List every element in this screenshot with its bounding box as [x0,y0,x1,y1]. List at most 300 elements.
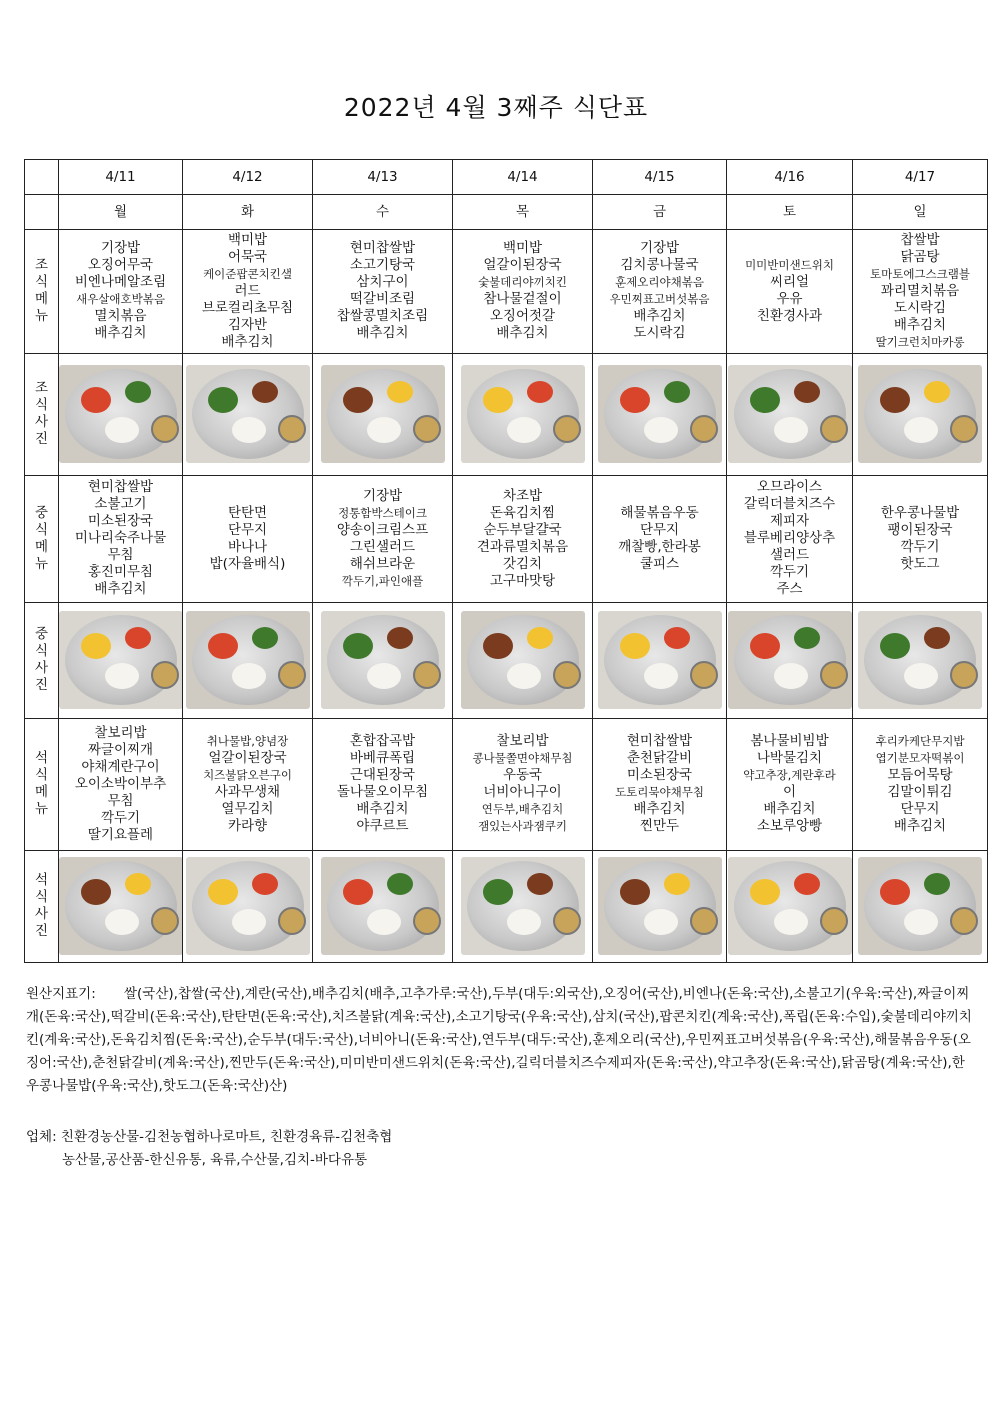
soup-bowl-shape [820,907,848,935]
soup-bowl-shape [690,415,718,443]
menu-item: 모듬어묵탕 [887,767,953,784]
menu-item: 해물볶음우동 [620,504,699,521]
menu-item: 배추김치 [356,325,409,342]
menu-item: 양송이크림스프 [336,521,429,538]
rice-shape [774,417,808,443]
plate-shape [327,615,439,705]
soup-bowl-shape [151,415,179,443]
row-label-char: 메 [34,291,49,308]
meal-photo [186,365,310,463]
menu-cell [183,476,313,602]
menu-item: 취나물밥,양념장 [206,734,289,749]
row-label-char: 식 [34,274,49,291]
side-dish-shape [387,627,413,649]
menu-item: 미소된장국 [626,767,693,784]
lunch-photo-row [25,602,988,718]
menu-item: 핫도그 [900,555,940,572]
side-dish-shape [483,387,513,413]
plate-shape [327,369,439,459]
meal-photo [186,611,310,709]
side-dish-shape [527,381,553,403]
meal-photo-cell [183,850,313,962]
vendor-line-1: 업체: 친환경농산물-김천농협하나로마트, 친환경육류-김천축협 [26,1129,393,1145]
soup-bowl-shape [690,661,718,689]
menu-item: 배추김치 [633,801,686,818]
menu-item: 오므라이스 [756,479,823,496]
menu-item: 김치콩나물국 [620,257,699,274]
meal-photo-cell [727,850,853,962]
menu-item: 케이준팝콘치킨샐 [203,266,292,281]
row-label-lunch-menu [25,476,59,602]
meal-photo [461,611,585,709]
menu-item: 열무김치 [221,801,274,818]
menu-item: 숯불데리야끼치킨 [478,275,567,290]
menu-item: 백미밥 [227,231,268,248]
menu-item: 오이소박이부추 [74,775,167,792]
soup-bowl-shape [820,661,848,689]
menu-item: 얼갈이된장국 [208,750,287,767]
side-dish-shape [387,873,413,895]
row-label-char: 식 [34,889,49,906]
menu-item: 배추김치 [356,801,409,818]
side-dish-shape [252,873,278,895]
meal-photo-cell [593,850,727,962]
plate-shape [65,615,177,705]
weekday-cell: 일 [853,195,988,230]
menu-item: 쿨피스 [639,555,680,572]
row-label-char: 식 [34,767,49,784]
rice-shape [507,909,541,935]
menu-item: 잼있는사과잼쿠키 [478,819,567,834]
meal-photo-cell [853,353,988,475]
menu-item: 야쿠르트 [356,818,409,835]
meal-photo-cell [593,353,727,475]
menu-item: 갈릭더블치즈수 [743,496,836,513]
vendor-info [26,1126,392,1172]
side-dish-shape [527,627,553,649]
soup-bowl-shape [151,907,179,935]
row-label-char: 조 [34,257,49,274]
row-label-char: 중 [34,626,49,643]
menu-item: 한우콩나물밥 [880,504,960,521]
menu-item: 오징어무국 [87,257,154,274]
corner-cell [25,160,59,195]
menu-item: 훈제오리야채볶음 [615,275,704,290]
meal-photo [461,857,585,955]
meal-photo-cell [853,850,988,962]
menu-item: 배추김치 [763,801,816,818]
row-label-char: 사 [34,660,49,677]
soup-bowl-shape [553,415,581,443]
meal-photo-cell [183,602,313,718]
soup-bowl-shape [820,415,848,443]
menu-item: 배추김치 [496,325,549,342]
date-cell: 4/11 [59,160,183,195]
breakfast-photo-row [25,353,988,475]
weekday-cell: 금 [593,195,727,230]
meal-photo [461,365,585,463]
row-label-char: 진 [34,431,49,448]
menu-item: 깍두기,파인애플 [341,573,424,588]
menu-item: 새우살애호박볶음 [76,292,165,307]
meal-photo-cell [727,602,853,718]
row-label-char: 석 [34,750,49,767]
menu-item: 주스 [776,581,803,598]
date-cell: 4/12 [183,160,313,195]
row-label-breakfast-menu [25,230,59,353]
row-label-char: 식 [34,643,49,660]
row-label-char: 뉴 [34,801,49,818]
menu-item: 비엔나메알조림 [74,274,167,291]
weekday-row [25,195,988,230]
menu-cell [727,230,853,353]
menu-item: 참나물겉절이 [483,291,562,308]
menu-item: 깍두기 [100,809,141,826]
menu-item: 소고기탕국 [349,257,416,274]
plate-shape [604,369,716,459]
rice-shape [774,663,808,689]
row-label-char: 중 [34,504,49,521]
menu-item: 순두부달걀국 [483,521,562,538]
menu-item: 미소된장국 [87,513,154,530]
weekday-cell: 화 [183,195,313,230]
side-dish-shape [343,387,373,413]
side-dish-shape [208,879,238,905]
soup-bowl-shape [278,907,306,935]
menu-item: 현미찹쌀밥 [87,479,154,496]
menu-item: 짜글이찌개 [87,741,154,758]
soup-bowl-shape [553,661,581,689]
row-label-char: 뉴 [34,308,49,325]
menu-item: 너비아니구이 [483,784,562,801]
weekday-cell: 월 [59,195,183,230]
menu-item: 밥(자율배식) [209,555,286,572]
menu-item: 기장밥 [100,240,141,257]
row-label-char: 사 [34,906,49,923]
rice-shape [507,417,541,443]
meal-photo-cell [453,353,593,475]
menu-item: 우민찌표고버섯볶음 [609,292,710,307]
side-dish-shape [750,879,780,905]
rice-shape [644,909,678,935]
menu-cell [313,719,453,850]
menu-item: 약고추장,계란후라 [743,768,836,783]
menu-item: 카라향 [227,818,268,835]
side-dish-shape [794,873,820,895]
side-dish-shape [252,381,278,403]
side-dish-shape [343,879,373,905]
menu-item: 혼합잡곡밥 [349,733,416,750]
origin-text: 쌀(국산),찹쌀(국산),계란(국산),배추김치(배추,고추가루:국산),두부(대두:외국산),오징어(국산),비엔나(돈육:국산),소불고기(우육:국산),짜글이찌개(돈육:국산),떡갈비(돈육:국산),탄탄면(돈육:국산),치즈불닭(계육:국산),소고기탕국(우육:국산),삼치(국산),팝콘치킨(계육:국산),폭립(돈육:수입),숯불데리야끼치킨(계육:국산),돈육김치찜(돈육:국산),순두부(대두:국산),너비아니(돈육:국산),연두부(대두:국산),훈제오리(국산),우민찌표고버섯볶음(우육:국산),해물볶음우동(오징어:국산),춘천닭갈비(계육:국산),찐만두(돈육:국산),미미반미샌드위치(돈육:국산),길릭더블치즈수제피자(돈육:국산),약고추장(돈육:국산),닭곰탕(계육:국산),한우콩나물밥(우육:국산),핫도그(돈육:국산)산) [26,986,972,1094]
meal-photo [321,365,445,463]
rice-shape [367,417,401,443]
meal-photo-cell [313,353,453,475]
menu-item: 김말이튀김 [887,784,953,801]
rice-shape [232,909,266,935]
menu-item: 배추김치 [893,316,947,333]
menu-item: 도시락김 [633,325,686,342]
menu-cell [853,476,988,602]
rice-shape [774,909,808,935]
menu-item: 바나나 [227,538,268,555]
menu-item: 소보루앙빵 [756,818,823,835]
date-cell: 4/16 [727,160,853,195]
rice-shape [232,417,266,443]
menu-item: 친환경사과 [756,308,823,325]
side-dish-shape [620,879,650,905]
menu-cell [453,230,593,353]
menu-item: 무침 [107,547,134,564]
menu-item: 깍두기 [769,564,810,581]
menu-item: 멸치볶음 [94,308,147,325]
meal-photo [321,611,445,709]
plate-shape [467,369,579,459]
menu-cell [593,230,727,353]
soup-bowl-shape [950,907,978,935]
rice-shape [644,417,678,443]
soup-bowl-shape [553,907,581,935]
menu-item: 떡갈비조림 [349,291,416,308]
row-label-char: 뉴 [34,555,49,572]
plate-shape [734,369,846,459]
plate-shape [327,861,439,951]
menu-item: 찰보리밥 [496,733,549,750]
side-dish-shape [483,879,513,905]
row-label-char: 식 [34,521,49,538]
meal-photo [321,857,445,955]
date-cell: 4/13 [313,160,453,195]
menu-item: 고구마맛탕 [489,572,556,589]
menu-item: 러드 [234,282,261,299]
meal-photo [598,365,722,463]
side-dish-shape [252,627,278,649]
side-dish-shape [620,387,650,413]
menu-item: 오징어젓갈 [489,308,556,325]
row-label-char: 사 [34,414,49,431]
weekday-cell: 목 [453,195,593,230]
meal-photo-cell [593,602,727,718]
plate-shape [864,615,976,705]
side-dish-shape [208,633,238,659]
side-dish-shape [750,633,780,659]
menu-item: 씨리얼 [769,274,810,291]
date-row [25,160,988,195]
menu-item: 도시락김 [893,299,947,316]
menu-cell [853,719,988,850]
rice-shape [644,663,678,689]
meal-photo-cell [313,850,453,962]
side-dish-shape [620,633,650,659]
plate-shape [604,861,716,951]
menu-item: 제피자 [769,513,810,530]
menu-item: 우유 [776,291,803,308]
meal-photo [728,611,852,709]
menu-item: 블루베리양상추 [743,530,836,547]
menu-item: 미나리숙주나물 [74,530,167,547]
meal-photo-cell [313,602,453,718]
meal-photo-cell [183,353,313,475]
side-dish-shape [794,381,820,403]
plate-shape [65,861,177,951]
breakfast-menu-row [25,230,988,353]
side-dish-shape [794,627,820,649]
menu-item: 얼갈이된장국 [483,257,562,274]
menu-item: 차조밥 [502,487,543,504]
meal-photo-cell [727,353,853,475]
menu-cell [727,719,853,850]
menu-item: 삼치구이 [356,274,409,291]
soup-bowl-shape [278,661,306,689]
menu-item: 정통함박스테이크 [338,505,427,520]
menu-item: 무침 [107,792,134,809]
row-label-dinner-menu [25,719,59,850]
meal-photo [728,365,852,463]
meal-photo-cell [453,602,593,718]
plate-shape [65,369,177,459]
side-dish-shape [527,873,553,895]
menu-item: 바베큐폭립 [349,750,416,767]
plate-shape [192,861,304,951]
menu-item: 브로컬리초무침 [201,299,294,316]
plate-shape [864,861,976,951]
date-cell: 4/17 [853,160,988,195]
menu-item: 춘천닭갈비 [626,750,693,767]
menu-item: 탄탄면 [227,504,268,521]
menu-item: 꽈리멸치볶음 [880,282,960,299]
menu-item: 김자반 [227,316,268,333]
menu-item: 찹쌀밥 [900,231,940,248]
side-dish-shape [664,627,690,649]
menu-item: 닭곰탕 [900,248,940,265]
meal-photo [858,857,982,955]
side-dish-shape [750,387,780,413]
row-label-lunch-photo [25,602,59,718]
menu-item: 해쉬브라운 [349,555,416,572]
menu-item: 소불고기 [94,496,147,513]
side-dish-shape [387,381,413,403]
menu-cell [453,476,593,602]
menu-item: 현미찹쌀밥 [349,240,416,257]
row-label-char: 진 [34,923,49,940]
menu-item: 찹쌀콩멸치조림 [336,308,429,325]
soup-bowl-shape [950,661,978,689]
meal-photo [59,365,183,463]
menu-cell [593,476,727,602]
menu-item: 사과무생채 [214,784,281,801]
soup-bowl-shape [413,661,441,689]
meal-photo-cell [453,850,593,962]
row-label-char: 식 [34,397,49,414]
row-label-char: 조 [34,380,49,397]
menu-item: 샐러드 [769,547,810,564]
menu-item: 견과류멸치볶음 [476,538,569,555]
soup-bowl-shape [278,415,306,443]
menu-item: 단무지 [900,801,940,818]
meal-photo [858,611,982,709]
meal-photo [728,857,852,955]
menu-cell [313,230,453,353]
menu-item: 엽기분모자떡볶이 [875,751,965,766]
soup-bowl-shape [950,415,978,443]
menu-item: 콩나물쫄면야채무침 [472,751,573,766]
side-dish-shape [664,381,690,403]
meal-photo [186,857,310,955]
rice-shape [367,909,401,935]
menu-item: 야채계란구이 [81,758,160,775]
date-cell: 4/15 [593,160,727,195]
plate-shape [734,861,846,951]
menu-item: 딸기크런치마카롱 [875,334,965,349]
rice-shape [232,663,266,689]
plate-shape [864,369,976,459]
menu-item: 기장밥 [362,487,403,504]
menu-cell [593,719,727,850]
date-cell: 4/14 [453,160,593,195]
menu-cell [727,476,853,602]
meal-photo [598,611,722,709]
menu-item: 단무지 [639,521,680,538]
plate-shape [467,615,579,705]
menu-item: 미미반미샌드위치 [745,258,834,273]
plate-shape [734,615,846,705]
menu-item: 그린샐러드 [349,538,416,555]
menu-item: 딸기요플레 [87,826,154,843]
rice-shape [507,663,541,689]
menu-cell [59,719,183,850]
plate-shape [192,615,304,705]
menu-cell [183,230,313,353]
meal-photo [858,365,982,463]
meal-photo [59,857,183,955]
menu-cell [453,719,593,850]
menu-item: 배추김치 [893,818,947,835]
origin-notes [26,983,972,1098]
menu-cell [313,476,453,602]
soup-bowl-shape [690,907,718,935]
origin-label: 원산지표기: [26,986,96,1002]
menu-item: 연두부,배추김치 [481,802,564,817]
meal-photo-cell [59,602,183,718]
side-dish-shape [664,873,690,895]
menu-item: 어묵국 [227,248,268,265]
menu-item: 찐만두 [639,818,680,835]
dinner-photo-row [25,850,988,962]
meal-photo [59,611,183,709]
meal-plan-table [24,159,988,963]
soup-bowl-shape [151,661,179,689]
meal-photo-cell [59,353,183,475]
row-label-char: 메 [34,784,49,801]
row-label-breakfast-photo [25,353,59,475]
menu-item: 단무지 [227,521,268,538]
dinner-menu-row [25,719,988,850]
menu-item: 돌나물오이무침 [336,784,429,801]
row-label-char: 석 [34,872,49,889]
page-title: 2022년 4월 3째주 식단표 [343,93,649,122]
menu-item: 백미밥 [502,240,543,257]
menu-item: 찰보리밥 [94,724,147,741]
menu-item: 봄나물비빔밥 [750,733,829,750]
menu-item: 깍두기 [900,538,940,555]
menu-item: 배추김치 [94,581,147,598]
menu-item: 배추김치 [633,308,686,325]
menu-item: 치즈불닭오븐구이 [203,768,292,783]
meal-photo-cell [853,602,988,718]
menu-item: 우동국 [502,767,543,784]
menu-item: 기장밥 [639,240,680,257]
menu-item: 현미찹쌀밥 [626,733,693,750]
rice-shape [367,663,401,689]
